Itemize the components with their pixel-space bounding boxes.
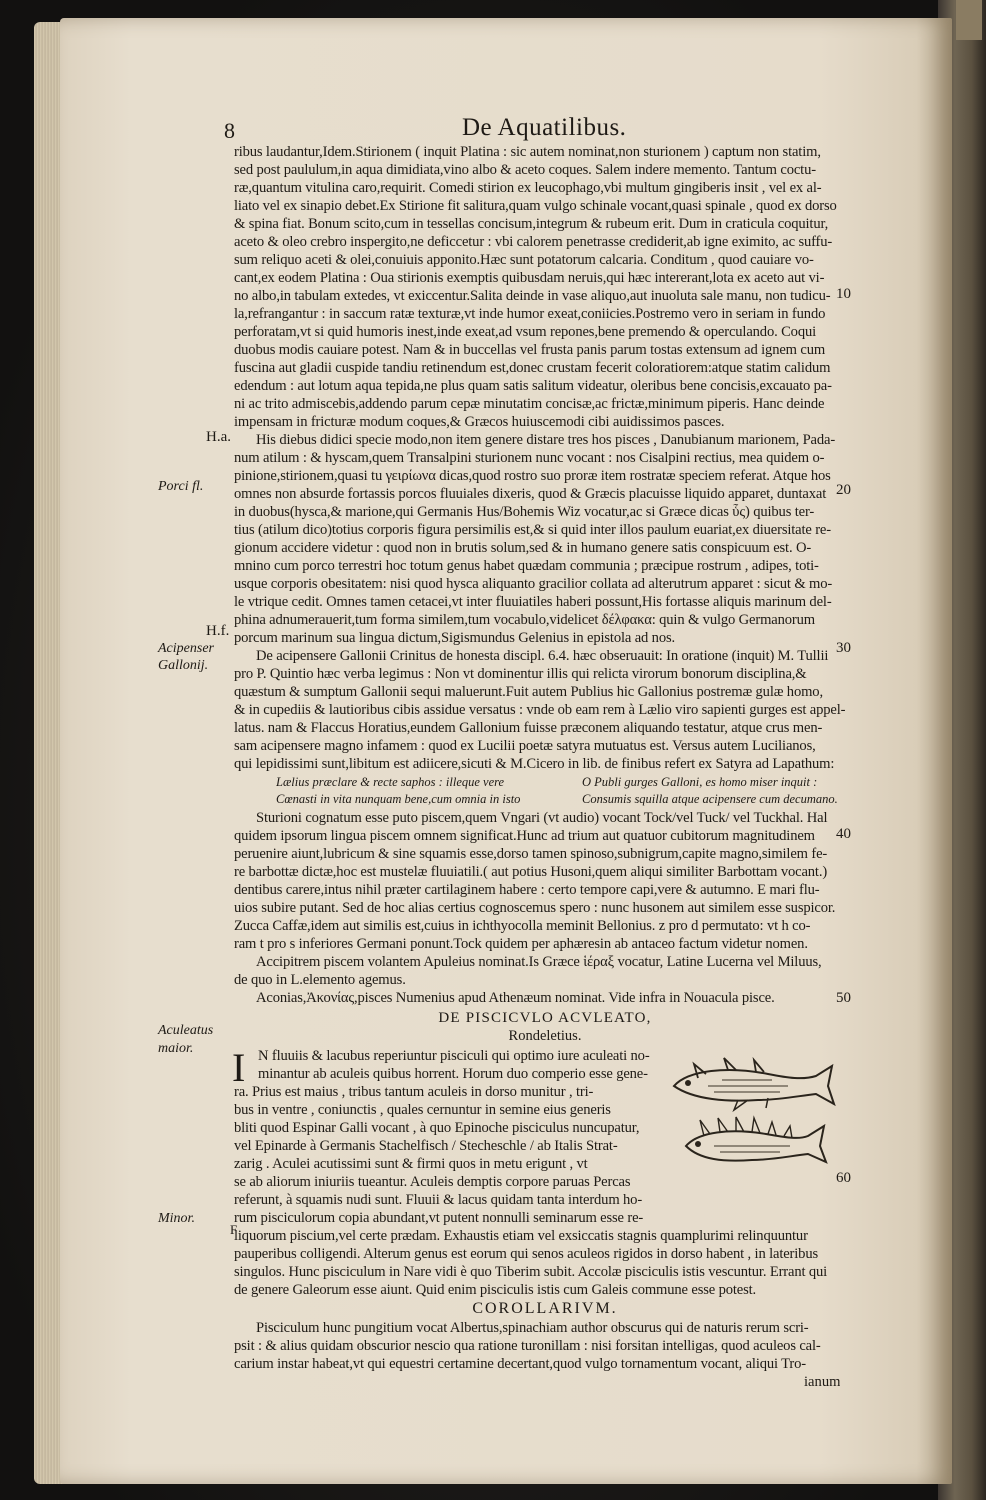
body-line: tius (atilum dico)totius corporis figura persimilis est,& si quid inter illos paulum euariat,ex diuersitate re-: [234, 522, 831, 538]
body-line: duobus modis cauiare potest. Nam & in buccellas vel frusta panis parum tostas extensum ad ignem cum: [234, 342, 826, 358]
body-line: Pisciculum hunc pungitium vocat Albertus,spinachiam author obscurus qui de naturis rerum scri-: [256, 1320, 809, 1336]
body-line: singulos. Hunc pisciculum in Nare vidi è quo Tiberim subit. Accolæ pisciculis istis vescuntur. Errant qui: [234, 1264, 828, 1280]
margin-note-acipenser: Acipenser: [158, 641, 214, 656]
body-line: sed post paululum,in aqua dimidiata,vino albo & aceto coques. Salem indere memento. Tantum coctu-: [234, 162, 816, 178]
verse-line: Consumis squilla atque acipensere cum decumano.: [582, 792, 838, 806]
section-author: Rondeletius.: [508, 1028, 582, 1044]
drop-capital: I: [232, 1045, 246, 1090]
body-line: referunt, à squamis nudi sunt. Fluuii & lacus quidam tanta interdum ho-: [234, 1192, 643, 1208]
body-line: latus. nam & Flaccus Horatius,eundem Gallonium fuisse præconem aliquando testatur, atque crus men-: [234, 720, 823, 736]
body-line: sum reliquo aceti & olei,conuiuis apponito.Hæc sunt potatorum calcaria. Conditum , quod cauiare vo-: [234, 252, 814, 268]
line-number: 20: [836, 482, 851, 498]
body-line: edendum : aut lotum aqua tepida,ne plus quam satis salitum videatur, oleribus bene concisis,excauato pa-: [234, 378, 832, 394]
fish-woodcut-minor-icon: [680, 1114, 830, 1170]
body-line: perforatam,vt si quid humoris inest,inde exeat,ad vsum repones,bene premendo & operculando. Coqui: [234, 324, 817, 340]
verse-line: Cœnasti in vita nunquam bene,cum omnia in isto: [276, 792, 521, 806]
body-line: His diebus didici specie modo,non item genere distare tres hos pisces , Danubianum marionem, Pada-: [256, 432, 836, 448]
body-line: se ab aliorum iniuriis tueantur. Aculeis demptis corpore paruas Percas: [234, 1174, 631, 1190]
body-line: ribus laudantur,Idem.Stirionem ( inquit Platina : sic autem nominat,non sturionem ) captum non statim,: [234, 144, 821, 160]
fish-woodcut-major-icon: [668, 1056, 838, 1116]
line-number: 40: [836, 826, 851, 842]
margin-note-maior: maior.: [158, 1041, 194, 1056]
body-line: peruenire aiunt,lubricum & sine squamis esse,dorso tamen spinoso,subnigrum,capite magno,similem fe-: [234, 846, 828, 862]
margin-note-gallonii: Gallonij.: [158, 658, 209, 673]
body-line: de genere Galeorum esse aiunt. Quid enim pisciculis istis cum Galeis commune esse potest.: [234, 1282, 757, 1298]
body-line: re barbottæ dictæ,hoc est mustelæ fluuiatili.( aut potius Husoni,quem aliqui similiter Barbottam vocant.): [234, 864, 828, 880]
body-line: impensam in fricturæ modum coques,& Græcos huiuscemodi cibi auidissimos pasces.: [234, 414, 725, 430]
body-line: carium instar habeat,vt qui equestri certamine decertant,quod vulgo tornamentum vocant, aliqui Tro-: [234, 1356, 806, 1372]
catchword: ianum: [804, 1374, 841, 1390]
line-number: 30: [836, 640, 851, 656]
body-line: ra. Prius est maius , tribus tantum aculeis in dorso munitur , tri-: [234, 1084, 594, 1100]
body-line: pro P. Quintio hæc verba legimus : Non vt dominentur illis qui relicta virorum bonorum disciplina,&: [234, 666, 807, 682]
margin-note-porci: Porci fl.: [158, 479, 204, 494]
body-line: minantur ab aculeis quibus horrent. Horum duo comperio esse gene-: [258, 1066, 648, 1082]
body-line: & spina fiat. Bonum scito,cum in tessellas concisum,integrum & rubeum erit. Dum in craticula coquitur,: [234, 216, 829, 232]
body-line: porcum marinum sua lingua dictum,Sigismundus Gelenius in epistola ad nos.: [234, 630, 676, 646]
body-line: quidem ipsorum lingua piscem omnem significat.Hunc ad trium aut quatuor cubitorum magnitudinem: [234, 828, 815, 844]
line-number: 50: [836, 990, 851, 1006]
spine-cloth: [956, 0, 982, 40]
body-line: usque corporis obesitatem: nisi quod hysca aliquanto gracilior collata ad alterutrum apparet : sicut & mo-: [234, 576, 833, 592]
body-line: fuscina aut gladii cuspide tandiu retinendum est,donec crustam fecerit coloratiorem:atque statim calidum: [234, 360, 831, 376]
body-line: in duobus(hysca,& marione,qui Germanis Hus/Bohemis Wiz vocatur,ac si Græce dicas ὗς) quibus ter-: [234, 504, 815, 520]
body-line: num atilum : & hyscam,quem Transalpini sturionem nunc vocant : nos Cisalpini rectius, mea quidem o-: [234, 450, 825, 466]
body-line: le vtrique cedit. Omnes tamen cetacei,vt inter fluuiatiles haberi possunt,His fortasse aliquis marinum del-: [234, 594, 832, 610]
body-line: liquorum piscium,vel certe prædam. Exhaustis etiam vel exsiccatis stagnis quamplurimi relinquuntur: [234, 1228, 808, 1244]
body-line: pauperibus colligendi. Alterum genus est eorum qui senos aculeos rigidos in dorso habent , in lateribus: [234, 1246, 818, 1262]
body-line: no albo,in tabulam extedes, vt exiccentur.Salita deinde in vase aliquo,aut inuoluta sale manu, non tudicu-: [234, 288, 831, 304]
verse-line: Lælius præclare & recte saphos : illeque vere: [276, 775, 505, 789]
body-line: phina adnumerauerit,tum forma similem,tum vocabulo,videlicet δέλφακα: quin & vulgo Germanorum: [234, 612, 815, 628]
body-line: Zucca Caffæ,idem aut similis est,cuius in ichthyocolla meminit Bellonius. z pro d permutato: vt h co-: [234, 918, 811, 934]
section-mark-ha: H.a.: [206, 429, 231, 445]
body-line: gionum accidere videtur : quod non in brutis solum,sed & in humano genere satis conspicuum est. O-: [234, 540, 812, 556]
margin-note-aculeatus: Aculeatus: [158, 1023, 214, 1038]
line-number: 60: [836, 1170, 851, 1186]
body-line: qui lepidissimi sunt,libitum est adiicere,sicuti & M.Cicero in lib. de finibus refert ex Satyra ad Lapathum:: [234, 756, 835, 772]
body-line: rum pisciculorum copia abundant,vt putent nonnulli seminarum esse re-: [234, 1210, 644, 1226]
body-line: ræ,quantum vitulina caro,requirit. Comedi stirion ex leucophago,vbi multum gingiberis insit , vel ex al-: [234, 180, 822, 196]
body-line: uios subire putant. Sed de hoc alias certius cognoscemus spero : nunc husonem aut similem esse suspicor.: [234, 900, 836, 916]
body-line: De acipensere Gallonii Crinitus de honesta discipl. 6.4. hæc obseruauit: In oratione (inquit) M. Tullii: [256, 648, 829, 664]
body-line: pinione,stirionem,quasi tu γειρίωνα dicas,quod rostro suo proræ item rostratæ speciem referat. Atque hos: [234, 468, 831, 484]
body-line: Aconias,Ἀκονίας,pisces Numenius apud Athenæum nominat. Vide infra in Nouacula pisce.: [256, 990, 775, 1006]
line-number: 10: [836, 286, 851, 302]
body-line: omnes non absurde fortassis porcos fluuiales dixeris, quod & Græcis placuisse liquido apparet, duntaxat: [234, 486, 827, 502]
body-line: bliti quod Espinar Galli vocant , à quo Epinoche pisciculus nuncupatur,: [234, 1120, 640, 1136]
body-line: Sturioni cognatum esse puto piscem,quem Vngari (vt audio) vocant Tock/vel Tuck/ vel Tuckhal. Hal: [256, 810, 828, 826]
body-line: Accipitrem piscem volantem Apuleius nominat.Is Græce ἱέραξ vocatur, Latine Lucerna vel Miluus,: [256, 954, 822, 970]
signature-mark: F: [230, 1222, 238, 1237]
body-line: quæstum & sumptum Gallonii sequi maluerunt.Fuit autem Publius hic Gallonius postremæ gulæ homo,: [234, 684, 823, 700]
running-title: De Aquatilibus.: [462, 114, 627, 141]
section-mark-hf: H.f.: [206, 623, 230, 639]
verse-line: O Publi gurges Galloni, es homo miser inquit :: [582, 775, 818, 789]
body-line: la,refrangantur : in saccum ratæ texturæ,vt inde humor exeat,coniicies.Postremo vero in seriam in fundo: [234, 306, 826, 322]
body-line: liato vel ex sinapio debet.Ex Stirione fit salitura,quam vulgo schinale vocant,quasi spinale , quod ex dorso: [234, 198, 837, 214]
body-line: ram t pro s inferiores Germani ponunt.Tock quidem per aphæresin ab antaceo factum videtur nomen.: [234, 936, 808, 952]
body-line: vel Epinarde à Germanis Stachelfisch / Stecheschle / ab Italis Strat-: [234, 1138, 618, 1154]
body-line: cant,ex eodem Platina : Oua stirionis exemptis quibusdam neruis,qui hæc intererant,lota ex aceto aut vi-: [234, 270, 825, 286]
body-line: & in cupediis & lautioribus cibis assidue versatus : vnde ob eam rem à Lælio viro sapienti gurges est appel-: [234, 702, 846, 718]
body-line: zarig . Aculei acutissimi sunt & firmi quos in metu erigunt , vt: [234, 1156, 588, 1172]
section-heading: DE PISCICVLO ACVLEATO,: [438, 1010, 652, 1026]
body-line: psit : & alius quidam obscurior nescio qua ratione turonillam : nisi forsitan intelligas, quod aculeos cal-: [234, 1338, 821, 1354]
body-line: sam acipensere magno infamem : quod ex Lucilii poetæ satyra mutuatus est. Versus autem Lucilianos,: [234, 738, 816, 754]
body-line: de quo in L.elemento agemus.: [234, 972, 406, 988]
body-line: mnino cum porco terrestri hoc totum genus habet quædam communia ; præcipue rostrum , adipes, toti-: [234, 558, 819, 574]
body-line: bus in ventre , coniunctis , quales cernuntur in semine eius generis: [234, 1102, 611, 1118]
body-line: ni ac trito admiscebis,addendo parum cepæ minutatim concisæ,ac frictæ,minimum piperis. Hanc deinde: [234, 396, 825, 412]
body-line: N fluuiis & lacubus reperiuntur pisciculi qui optimo iure aculeati no-: [258, 1048, 650, 1064]
margin-note-minor: Minor.: [158, 1211, 195, 1226]
body-line: dentibus carere,intus nihil præter cartilaginem habere : certo tempore capi,vere & autumno. E mari flu-: [234, 882, 820, 898]
page-number: 8: [224, 118, 235, 143]
corollarium-heading: COROLLARIVM.: [472, 1300, 618, 1317]
body-line: aceto & oleo crebro inspergito,ne deficcetur : vbi calorem penetrasse crediderit,ab igne eximito, ac suffu-: [234, 234, 833, 250]
